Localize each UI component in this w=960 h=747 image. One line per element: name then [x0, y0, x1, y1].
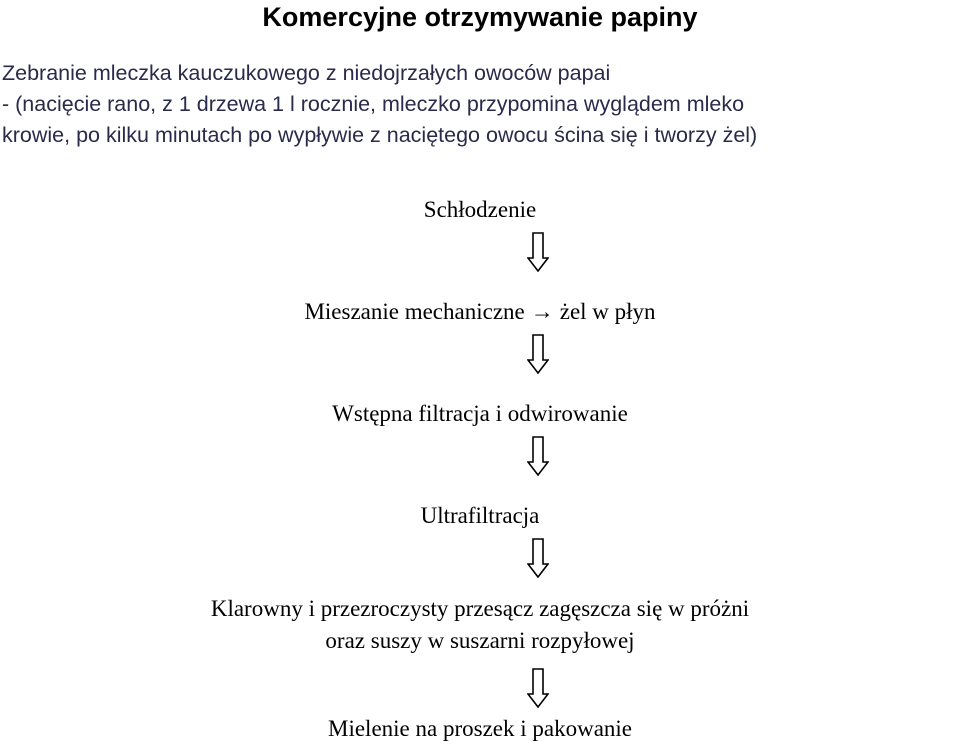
- step-initial-filtration: Wstępna filtracja i odwirowanie: [332, 401, 628, 426]
- step-mechanical-mixing: [0, 296, 960, 328]
- hollow-down-arrow-icon: [527, 436, 549, 476]
- intro-line-2: - (nacięcie rano, z 1 drzewa 1 l rocznie, mleczko przypomina wyglądem mleko: [2, 92, 745, 116]
- step-ultrafiltration: Ultrafiltracja: [420, 503, 540, 528]
- step-milling-packing: Mielenie na proszek i pakowanie: [328, 716, 632, 741]
- intro-text: [2, 58, 958, 151]
- hollow-down-arrow-icon: [527, 668, 549, 708]
- intro-line-1: Zebranie mleczka kauczukowego z niedojrzałych owoców papai: [2, 61, 611, 85]
- step-concentration-line-1: Klarowny i przezroczysty przesącz zagęszcza się w próżni: [210, 596, 750, 621]
- step-mixing-result: żel w płyn: [559, 299, 656, 324]
- step-mixing-label: Mieszanie mechaniczne: [304, 299, 525, 324]
- step-concentration-drying: [0, 593, 960, 657]
- page-title: Komercyjne otrzymywanie papiny: [262, 2, 698, 32]
- step-cooling: Schłodzenie: [423, 197, 537, 222]
- hollow-down-arrow-icon: [527, 538, 549, 578]
- hollow-down-arrow-icon: [527, 232, 549, 272]
- intro-line-3: krowie, po kilku minutach po wypływie z naciętego owocu ścina się i tworzy żel): [2, 123, 758, 147]
- right-arrow-icon: →: [530, 299, 554, 324]
- hollow-down-arrow-icon: [527, 334, 549, 374]
- step-concentration-line-2: oraz suszy w suszarni rozpyłowej: [325, 628, 635, 653]
